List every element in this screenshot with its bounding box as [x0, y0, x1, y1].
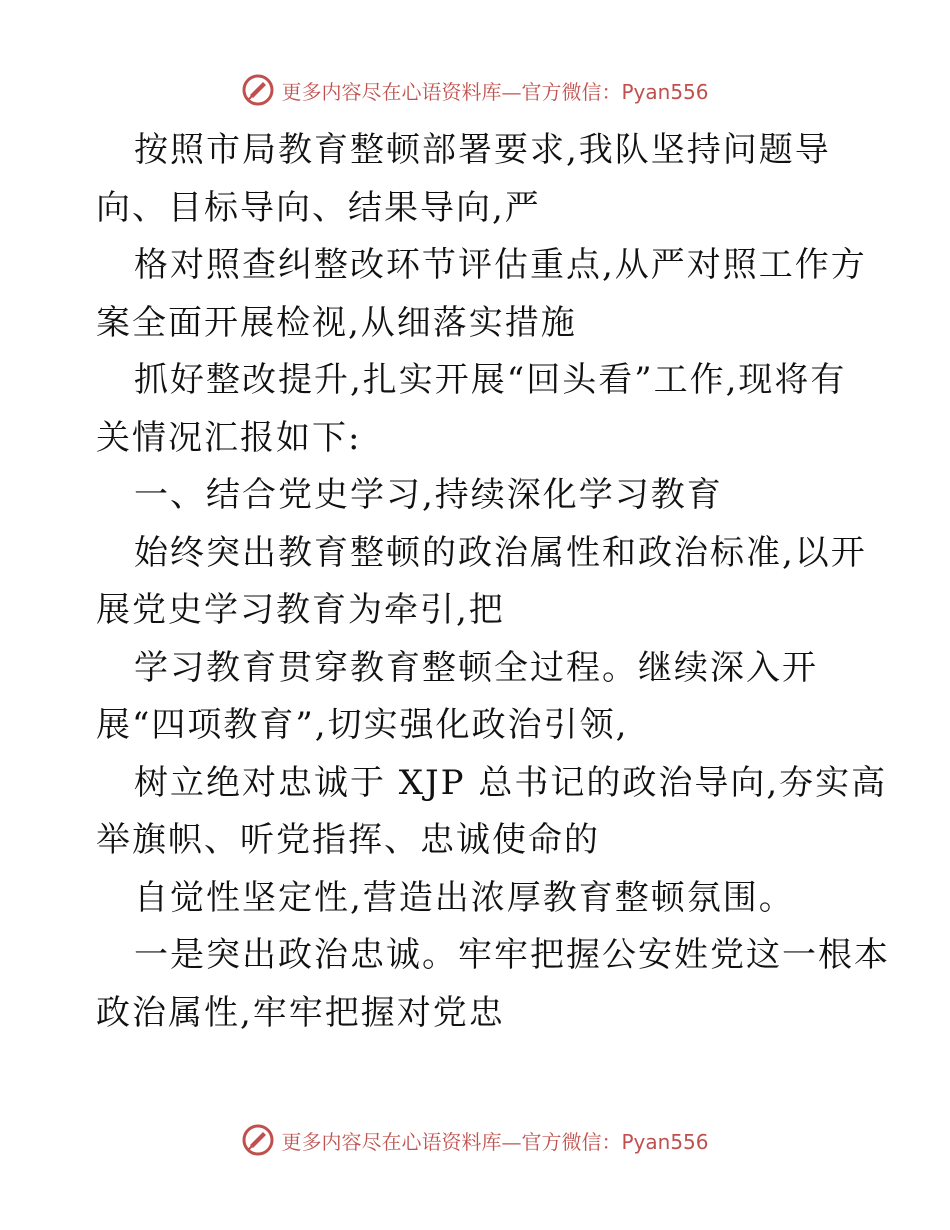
- text-line: 学习教育贯穿教育整顿全过程。继续深入开: [134, 647, 818, 688]
- footer-wechat-label: 官方微信：: [521, 1129, 622, 1154]
- footer-watermark: [0, 1120, 950, 1160]
- text-line: 政治属性,牢牢把握对党忠: [96, 992, 505, 1033]
- text-line: 举旗帜、听党指挥、忠诚使命的: [96, 820, 600, 860]
- header-watermark: [0, 70, 950, 110]
- footer-wechat-id: Pyan556: [621, 1129, 709, 1154]
- header-wechat-id: Pyan556: [621, 79, 709, 104]
- quill-logo-icon: [241, 73, 275, 107]
- section-heading: 一、结合党史学习,持续深化学习教育: [134, 475, 723, 515]
- header-wechat-label: 官方微信：: [521, 79, 622, 104]
- text-line: 向、目标导向、结果导向,严: [96, 187, 541, 228]
- text-line: 一是突出政治忠诚。牢牢把握公安姓党这一根本: [134, 935, 890, 975]
- text-line: 树立绝对忠诚于 XJP 总书记的政治导向,夯实高: [134, 762, 888, 803]
- text-line: 展党史学习教育为牵引,把: [96, 590, 505, 630]
- text-line: 关情况汇报如下:: [96, 417, 362, 458]
- quill-logo-icon: [241, 1123, 275, 1157]
- text-line: 按照市局教育整顿部署要求,我队坚持问题导: [134, 130, 831, 170]
- footer-dash: —: [501, 1129, 522, 1154]
- footer-watermark-text: [281, 1126, 708, 1155]
- footer-brand: 更多内容尽在心语资料库: [281, 1129, 502, 1154]
- document-body: [96, 122, 890, 1042]
- text-line: 展“四项教育”,切实强化政治引领,: [96, 705, 629, 745]
- text-line: 抓好整改提升,扎实开展“回头看”工作,现将有: [134, 360, 847, 400]
- text-line: 自觉性坚定性,营造出浓厚教育整顿氛围。: [134, 877, 795, 918]
- header-dash: —: [501, 79, 522, 104]
- header-watermark-text: [281, 76, 708, 105]
- header-brand: 更多内容尽在心语资料库: [281, 79, 502, 104]
- text-line: 始终突出教育整顿的政治属性和政治标准,以开: [134, 532, 867, 573]
- text-line: 格对照查纠整改环节评估重点,从严对照工作方: [134, 245, 867, 285]
- text-line: 案全面开展检视,从细落实措施: [96, 302, 577, 343]
